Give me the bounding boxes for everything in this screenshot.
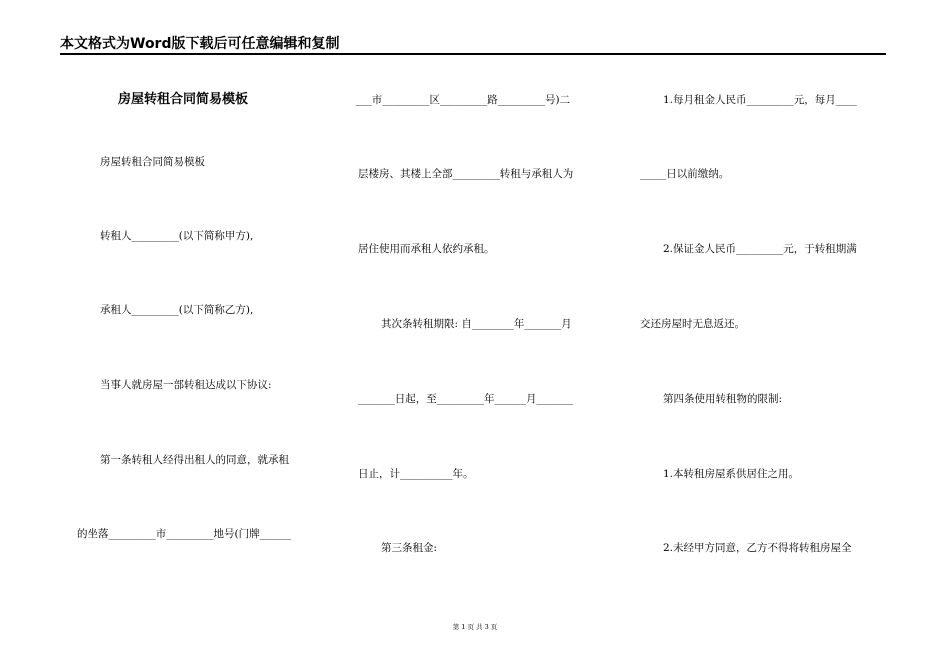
paragraph-line: 第三条租金: xyxy=(381,542,438,554)
paragraph-line: 承租人_________(以下简称乙方), xyxy=(100,304,254,316)
paragraph-line: 交还房屋时无息返还。 xyxy=(640,318,745,330)
paragraph-line: _______日起，至_________年______月_______ xyxy=(358,393,574,405)
paragraph-line: 1.本转租房屋系供居住之用。 xyxy=(663,468,800,480)
paragraph-line: 第一条转租人经得出租人的同意，就承租 xyxy=(100,454,289,466)
paragraph-line: 当事人就房屋一部转租达成以下协议: xyxy=(100,379,272,391)
paragraph-line: 居住使用而承租人依约承租。 xyxy=(358,243,495,255)
document-title: 房屋转租合同简易模板 xyxy=(118,92,249,107)
paragraph-line: 其次条转租期限: 自________年_______月 xyxy=(381,318,572,330)
header-title: 本文格式为Word版下载后可任意编辑和复制 xyxy=(60,36,340,52)
paragraph-line: ___市_________区_________路_________号)二 xyxy=(356,94,571,106)
paragraph-line: 1.每月租金人民币_________元，每月____ xyxy=(663,94,857,106)
header-divider xyxy=(60,53,886,55)
paragraph-line: 转租人_________(以下简称甲方), xyxy=(100,230,254,242)
paragraph-line: 层楼房、其楼上全部_________转租与承租人为 xyxy=(358,168,574,180)
paragraph-line: 日止，计__________年。 xyxy=(358,468,474,480)
paragraph-line: _____日以前缴纳。 xyxy=(640,168,730,180)
paragraph-line: 房屋转租合同简易模板 xyxy=(100,156,205,168)
paragraph-line: 第四条使用转租物的限制: xyxy=(663,393,783,405)
paragraph-line: 2.未经甲方同意，乙方不得将转租房屋全 xyxy=(663,542,852,554)
paragraph-line: 2.保证金人民币_________元，于转租期满 xyxy=(663,243,857,255)
paragraph-line: 的坐落_________市_________地号(门牌______ xyxy=(77,528,292,540)
page-number: 第 1 页 共 3 页 xyxy=(452,623,498,631)
